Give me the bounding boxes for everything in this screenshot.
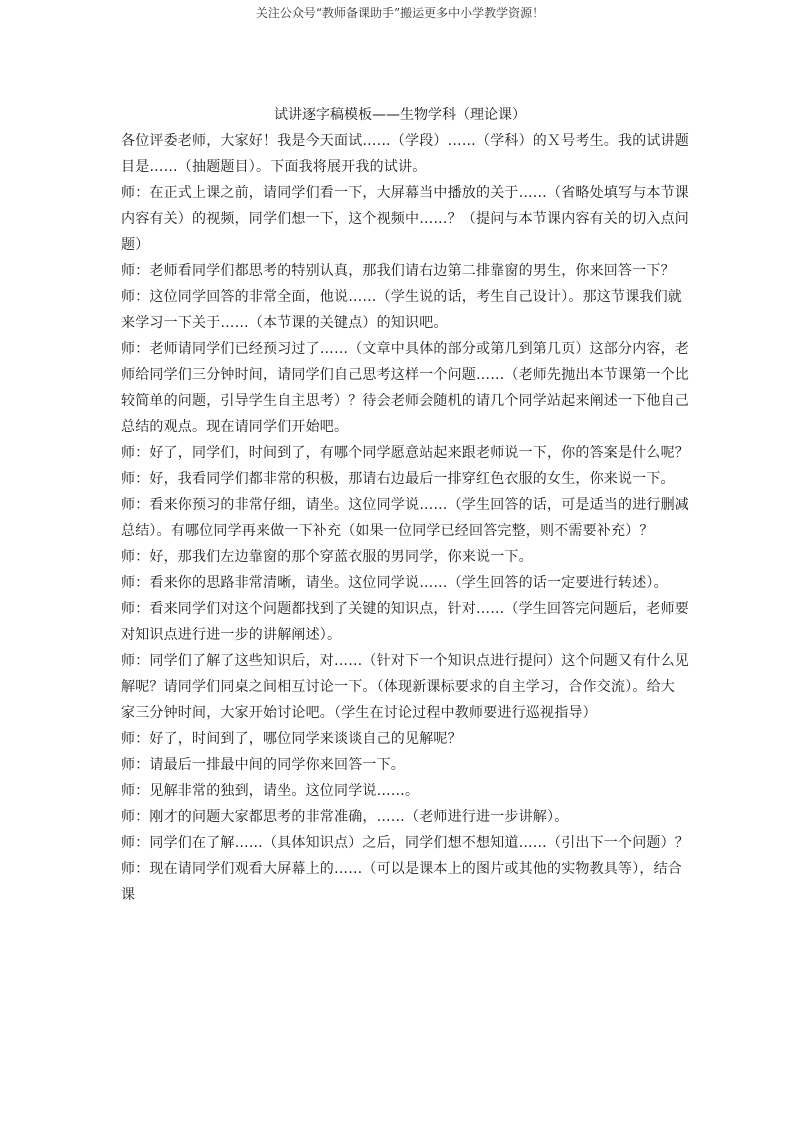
paragraph: 师：刚才的问题大家都思考的非常准确，……（老师进行进一步讲解）。	[121, 809, 569, 825]
paragraph: 师：看来你预习的非常仔细，请坐。这位同学说……（学生回答的话，可是适当的进行删减总结）。有哪位同学再来做一下补充（如果一位同学已经回答完整，则不需要补充）？	[121, 497, 689, 539]
page-header-notice: 关注公众号“教师备课助手”搬运更多中小学教学资源！	[255, 6, 545, 20]
paragraph: 师：老师看同学们都思考的特别认真，那我们请右边第二排靠窗的男生，你来回答一下？	[121, 263, 675, 279]
paragraph: 师：见解非常的独到，请坐。这位同学说……。	[121, 783, 420, 799]
paragraph: 师：好，那我们左边靠窗的那个穿蓝衣服的男同学，你来说一下。	[121, 549, 533, 565]
paragraph: 师：好，我看同学们都非常的积极，那请右边最后一排穿红色衣服的女生，你来说一下。	[121, 471, 675, 487]
paragraph-video-lead-in: 师：在正式上课之前，请同学们看一下，大屏幕当中播放的关于……（省略处填写与本节课内容有关）的视频，同学们想一下，这个视频中……？（提问与本节课内容有关的切入点问题）	[121, 185, 689, 253]
document-body	[121, 128, 689, 908]
paragraph: 师：看来你的思路非常清晰，请坐。这位同学说……（学生回答的话一定要进行转述）。	[121, 575, 668, 591]
paragraph: 师：老师请同学们已经预习过了……（文章中具体的部分或第几到第几页）这部分内容，老师给同学们三分钟时间，请同学们自己思考这样一个问题……（老师先抛出本节课第一个比较简单的问题，引导学生自主思考）？待会老师会随机的请几个同学站起来阐述一下他自己总结的观点。现在请同学们开始吧。	[121, 341, 689, 435]
paragraph: 师：请最后一排最中间的同学你来回答一下。	[121, 757, 405, 773]
paragraph: 师：这位同学回答的非常全面，他说……（学生说的话，考生自己设计）。那这节课我们就来学习一下关于……（本节课的关键点）的知识吧。	[121, 289, 682, 331]
document-title: 试讲逐字稿模板——生物学科（理论课）	[274, 107, 526, 123]
paragraph-last: 师：现在请同学们观看大屏幕上的……（可以是课本上的图片或其他的实物教具等），结合课	[121, 861, 682, 903]
paragraph: 师：好了，时间到了，哪位同学来谈谈自己的见解呢？	[121, 731, 462, 747]
paragraph: 师：同学们在了解……（具体知识点）之后，同学们想不想知道……（引出下一个问题）？	[121, 835, 689, 851]
paragraph-intro: 各位评委老师，大家好！我是今天面试……（学段）……（学科）的Ｘ号考生。我的试讲题目是……（抽题题目）。下面我将展开我的试讲。	[121, 133, 689, 175]
paragraph: 师：好了，同学们，时间到了，有哪个同学愿意站起来跟老师说一下，你的答案是什么呢？	[121, 445, 689, 461]
paragraph: 师：看来同学们对这个问题都找到了关键的知识点，针对……（学生回答完问题后，老师要对知识点进行进一步的讲解阐述）。	[121, 601, 689, 643]
paragraph: 师：同学们了解了这些知识后，对……（针对下一个知识点进行提问）这个问题又有什么见解呢？请同学们同桌之间相互讨论一下。（体现新课标要求的自主学习，合作交流）。给大家三分钟时间，大家开始讨论吧。（学生在讨论过程中教师要进行巡视指导）	[121, 653, 689, 721]
